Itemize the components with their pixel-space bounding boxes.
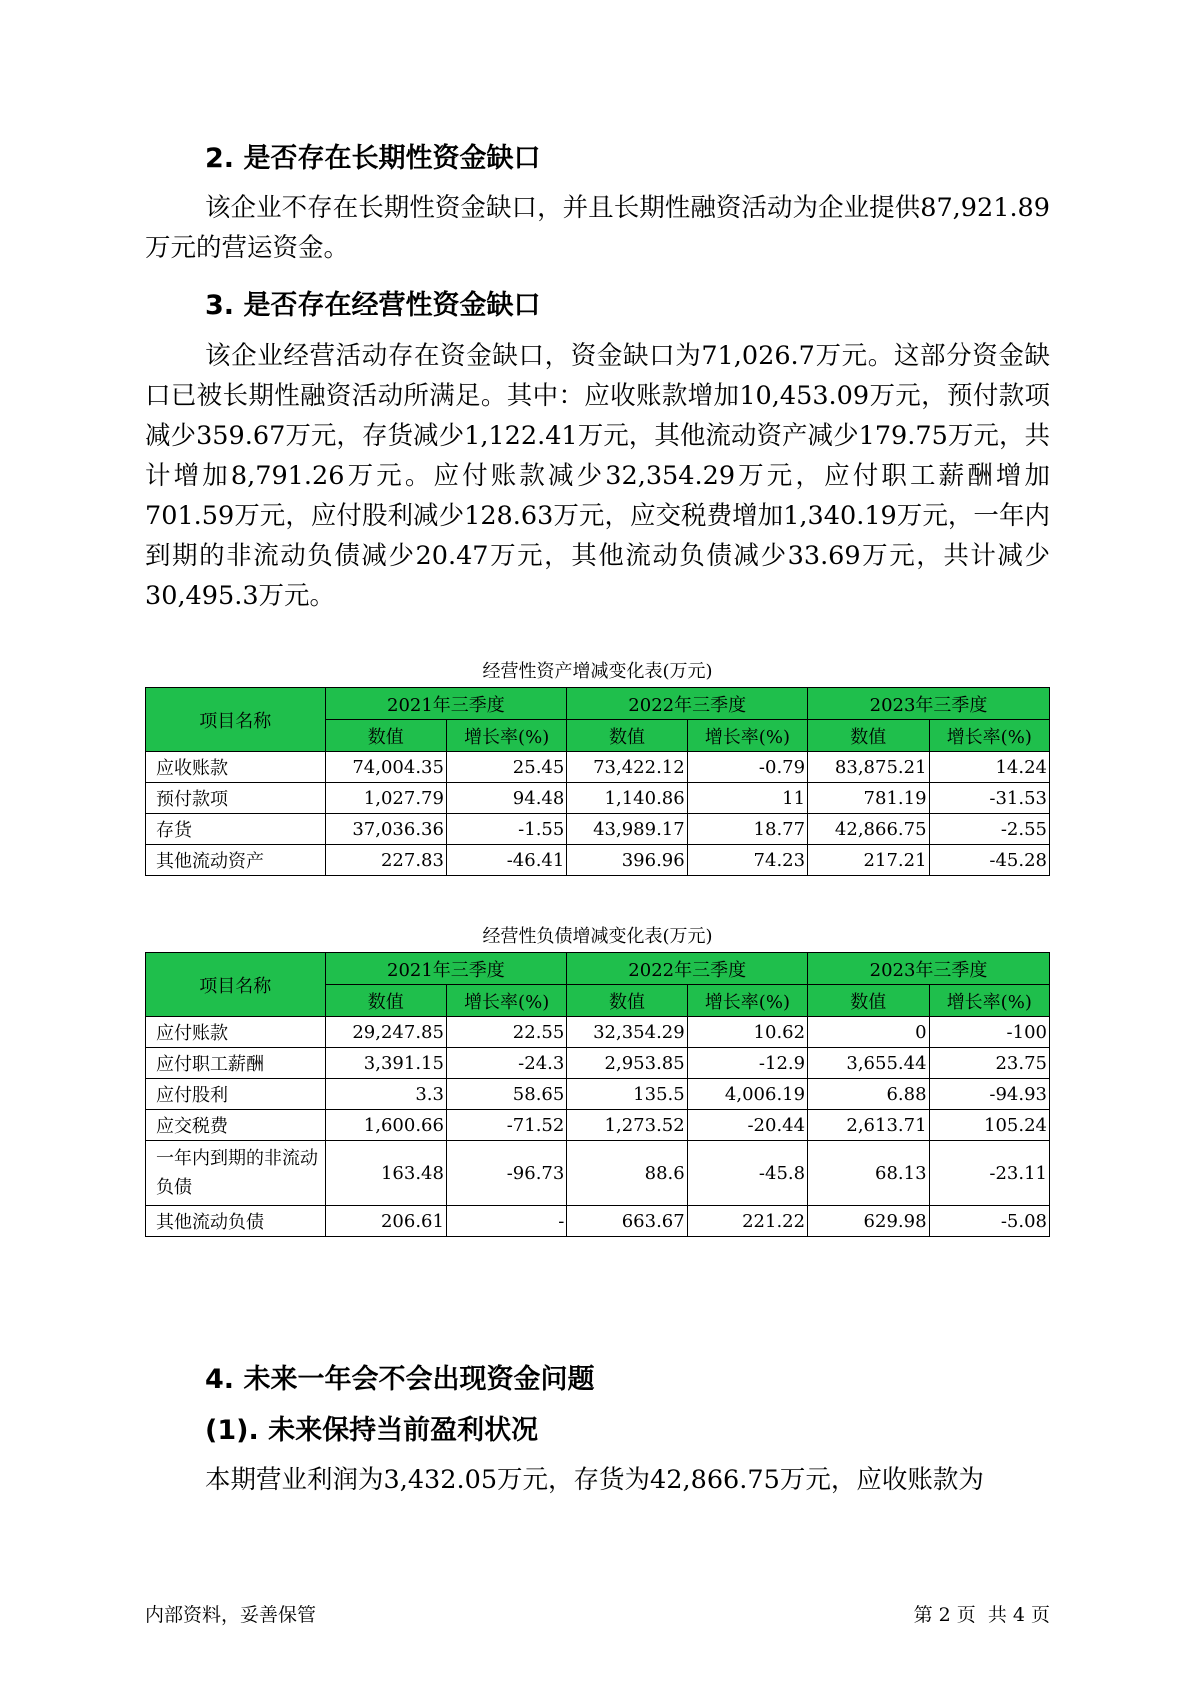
row-label: 存货 bbox=[146, 814, 326, 845]
table-cell: 83,875.21 bbox=[808, 752, 929, 783]
table-cell: 2,613.71 bbox=[808, 1110, 929, 1141]
table-cell: -45.8 bbox=[687, 1141, 807, 1206]
period-header: 2023年三季度 bbox=[808, 688, 1050, 720]
row-label: 预付款项 bbox=[146, 783, 326, 814]
table-cell: -45.28 bbox=[929, 845, 1049, 876]
table-cell: 105.24 bbox=[929, 1110, 1049, 1141]
section-2-text: 该企业不存在长期性资金缺口，并且长期性融资活动为企业提供87,921.89万元的营运资金。 bbox=[145, 193, 1050, 263]
row-label: 应付职工薪酬 bbox=[146, 1048, 326, 1079]
table-cell: -2.55 bbox=[929, 814, 1049, 845]
table-cell: -12.9 bbox=[687, 1048, 807, 1079]
table-row bbox=[146, 1206, 1050, 1237]
value-subheader: 数值 bbox=[567, 985, 687, 1017]
table-cell: 781.19 bbox=[808, 783, 929, 814]
table-row bbox=[146, 783, 1050, 814]
table-cell: 3.3 bbox=[325, 1079, 446, 1110]
row-label: 应交税费 bbox=[146, 1110, 326, 1141]
period-header: 2023年三季度 bbox=[808, 953, 1050, 985]
table-row bbox=[146, 814, 1050, 845]
table-cell: 74.23 bbox=[687, 845, 807, 876]
table-cell: 68.13 bbox=[808, 1141, 929, 1206]
row-label: 应付股利 bbox=[146, 1079, 326, 1110]
row-label: 其他流动负债 bbox=[146, 1206, 326, 1237]
table-row bbox=[146, 1017, 1050, 1048]
table-cell: -23.11 bbox=[929, 1141, 1049, 1206]
growth-subheader: 增长率(%) bbox=[446, 985, 566, 1017]
table-cell: -20.44 bbox=[687, 1110, 807, 1141]
item-name-header: 项目名称 bbox=[146, 953, 326, 1017]
table-cell: 217.21 bbox=[808, 845, 929, 876]
row-label: 应收账款 bbox=[146, 752, 326, 783]
section-2-paragraph bbox=[145, 188, 1050, 268]
liabilities-table-caption: 经营性负债增减变化表(万元) bbox=[482, 926, 713, 947]
table-row bbox=[146, 1048, 1050, 1079]
period-header: 2021年三季度 bbox=[325, 688, 567, 720]
table-cell: 88.6 bbox=[567, 1141, 687, 1206]
table-cell: 58.65 bbox=[446, 1079, 566, 1110]
table-cell: 73,422.12 bbox=[567, 752, 687, 783]
table-cell: 0 bbox=[808, 1017, 929, 1048]
table-cell: 1,027.79 bbox=[325, 783, 446, 814]
table-cell: 206.61 bbox=[325, 1206, 446, 1237]
value-subheader: 数值 bbox=[567, 720, 687, 752]
table-cell: 10.62 bbox=[687, 1017, 807, 1048]
liabilities-table bbox=[145, 952, 1050, 1237]
table-cell: 1,140.86 bbox=[567, 783, 687, 814]
table-cell: -71.52 bbox=[446, 1110, 566, 1141]
table-cell: 11 bbox=[687, 783, 807, 814]
assets-table bbox=[145, 687, 1050, 876]
table-cell: -5.08 bbox=[929, 1206, 1049, 1237]
table-cell: 14.24 bbox=[929, 752, 1049, 783]
table-cell: 94.48 bbox=[446, 783, 566, 814]
section-3-paragraph bbox=[145, 336, 1050, 616]
table-cell: -96.73 bbox=[446, 1141, 566, 1206]
table-row bbox=[146, 845, 1050, 876]
table-cell: 135.5 bbox=[567, 1079, 687, 1110]
section-3-heading: 3. 是否存在经营性资金缺口 bbox=[205, 290, 541, 321]
period-header: 2022年三季度 bbox=[567, 953, 808, 985]
table-cell: -24.3 bbox=[446, 1048, 566, 1079]
row-label: 其他流动资产 bbox=[146, 845, 326, 876]
table-cell: 43,989.17 bbox=[567, 814, 687, 845]
table-cell: 663.67 bbox=[567, 1206, 687, 1237]
table-cell: 4,006.19 bbox=[687, 1079, 807, 1110]
table-cell: -94.93 bbox=[929, 1079, 1049, 1110]
table-cell: 32,354.29 bbox=[567, 1017, 687, 1048]
table-cell: 29,247.85 bbox=[325, 1017, 446, 1048]
section-2-heading: 2. 是否存在长期性资金缺口 bbox=[205, 143, 541, 174]
table-cell: 37,036.36 bbox=[325, 814, 446, 845]
table-cell: 25.45 bbox=[446, 752, 566, 783]
table-cell: 2,953.85 bbox=[567, 1048, 687, 1079]
section-4-subheading: (1). 未来保持当前盈利状况 bbox=[205, 1415, 539, 1446]
table-cell: 1,273.52 bbox=[567, 1110, 687, 1141]
item-name-header: 项目名称 bbox=[146, 688, 326, 752]
table-cell: 221.22 bbox=[687, 1206, 807, 1237]
period-header: 2021年三季度 bbox=[325, 953, 567, 985]
row-label: 应付账款 bbox=[146, 1017, 326, 1048]
section-4-text: 本期营业利润为3,432.05万元，存货为42,866.75万元，应收账款为 bbox=[205, 1465, 984, 1495]
table-cell: - bbox=[446, 1206, 566, 1237]
table-cell: 18.77 bbox=[687, 814, 807, 845]
table-cell: 227.83 bbox=[325, 845, 446, 876]
table-row bbox=[146, 1110, 1050, 1141]
section-3-text: 该企业经营活动存在资金缺口，资金缺口为71,026.7万元。这部分资金缺口已被长期性融资活动所满足。其中：应收账款增加10,453.09万元，预付款项减少359.67万元，存货减少1,122.41万元，其他流动资产减少179.75万元，共计增加8,791.26万元。应付账款减少32,354.29万元，应付职工薪酬增加701.59万元，应付股利减少128.63万元，应交税费增加1,340.19万元，一年内到期的非流动负债减少20.47万元，其他流动负债减少33.69万元，共计减少30,495.3万元。 bbox=[145, 341, 1050, 611]
footer-left: 内部资料，妥善保管 bbox=[145, 1604, 317, 1626]
table-cell: 6.88 bbox=[808, 1079, 929, 1110]
growth-subheader: 增长率(%) bbox=[929, 985, 1049, 1017]
table-cell: 74,004.35 bbox=[325, 752, 446, 783]
table-cell: -1.55 bbox=[446, 814, 566, 845]
table-cell: 3,655.44 bbox=[808, 1048, 929, 1079]
table-cell: 23.75 bbox=[929, 1048, 1049, 1079]
table-cell: -46.41 bbox=[446, 845, 566, 876]
table-cell: 3,391.15 bbox=[325, 1048, 446, 1079]
section-4-heading: 4. 未来一年会不会出现资金问题 bbox=[205, 1364, 595, 1395]
page-number: 第 2 页 共 4 页 bbox=[913, 1604, 1050, 1626]
table-cell: 42,866.75 bbox=[808, 814, 929, 845]
value-subheader: 数值 bbox=[325, 985, 446, 1017]
table-row bbox=[146, 1141, 1050, 1206]
growth-subheader: 增长率(%) bbox=[687, 720, 807, 752]
value-subheader: 数值 bbox=[325, 720, 446, 752]
table-cell: 396.96 bbox=[567, 845, 687, 876]
growth-subheader: 增长率(%) bbox=[446, 720, 566, 752]
assets-table-caption: 经营性资产增减变化表(万元) bbox=[482, 661, 713, 682]
table-cell: -0.79 bbox=[687, 752, 807, 783]
table-cell: 163.48 bbox=[325, 1141, 446, 1206]
table-cell: -31.53 bbox=[929, 783, 1049, 814]
table-cell: 629.98 bbox=[808, 1206, 929, 1237]
value-subheader: 数值 bbox=[808, 720, 929, 752]
period-header: 2022年三季度 bbox=[567, 688, 808, 720]
growth-subheader: 增长率(%) bbox=[687, 985, 807, 1017]
value-subheader: 数值 bbox=[808, 985, 929, 1017]
table-cell: -100 bbox=[929, 1017, 1049, 1048]
table-row bbox=[146, 1079, 1050, 1110]
row-label: 一年内到期的非流动负债 bbox=[146, 1141, 326, 1206]
table-cell: 1,600.66 bbox=[325, 1110, 446, 1141]
table-row bbox=[146, 752, 1050, 783]
growth-subheader: 增长率(%) bbox=[929, 720, 1049, 752]
table-cell: 22.55 bbox=[446, 1017, 566, 1048]
section-4-paragraph bbox=[145, 1460, 1050, 1500]
